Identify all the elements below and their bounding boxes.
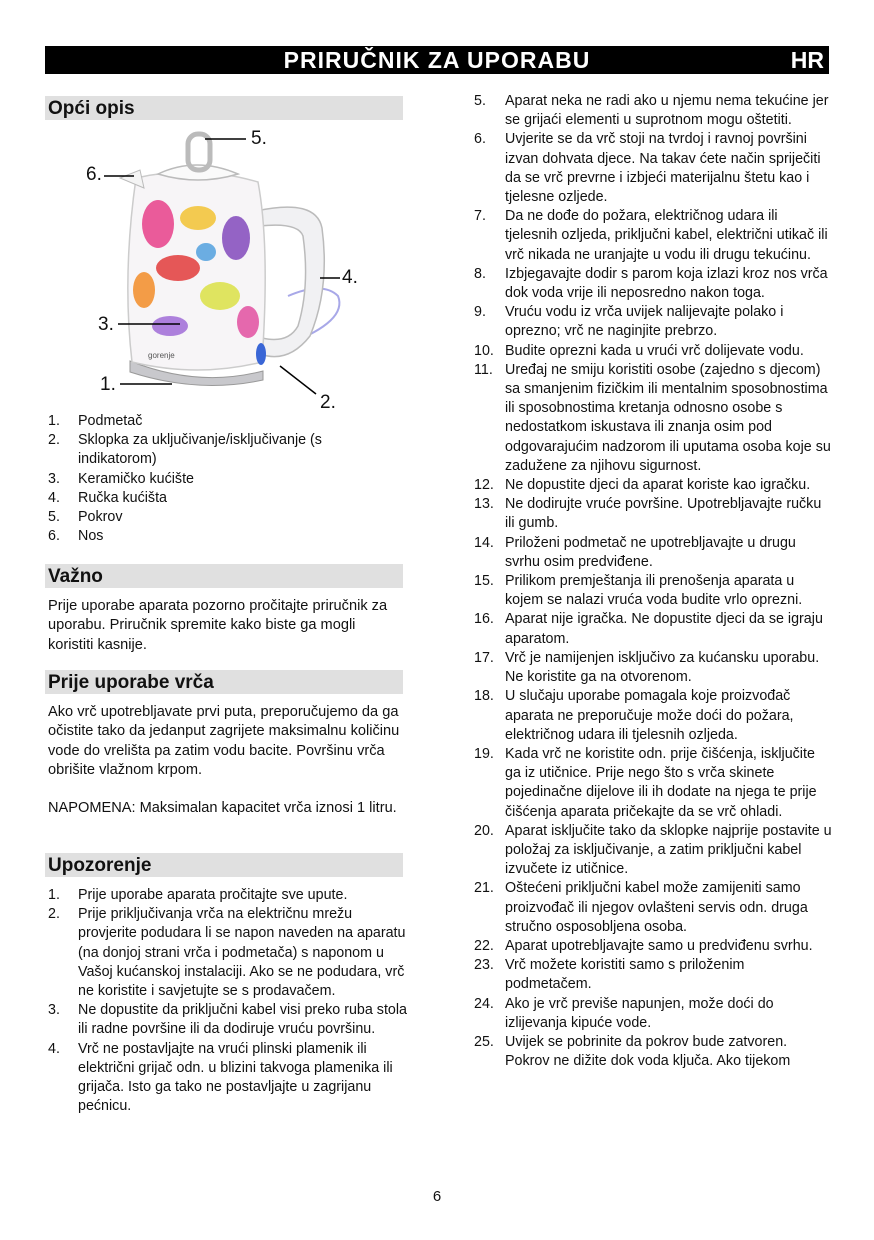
callout-label-1: 1. [100, 374, 116, 395]
list-item: 1. Podmetač [48, 413, 143, 429]
brand-text: gorenje [148, 351, 175, 360]
switch-shape [256, 343, 266, 365]
section-heading-opci-opis: Opći opis [45, 96, 403, 120]
list-item: 3. Ne dopustite da priključni kabel visi preko ruba stola ili radne površine ili da dodiruje vruću površinu. [48, 1002, 408, 1038]
list-item: 23. Vrč možete koristiti samo s priloženim podmetačem. [474, 957, 745, 993]
pattern-blob [200, 282, 240, 310]
napomena-text: NAPOMENA: Maksimalan kapacitet vrča iznosi 1 litru. [48, 800, 397, 816]
callout-label-5: 5. [251, 128, 267, 149]
spout-shape [120, 170, 144, 188]
language-code: HR [790, 47, 824, 73]
pattern-blob [196, 243, 216, 261]
list-item: 18. U slučaju uporabe pomagala koje proizvođač aparata ne preporučuje može doći do požara, električnog udara ili tjelesnih ozljeda. [474, 688, 794, 743]
list-item: 22. Aparat upotrebljavajte samo u predviđenu svrhu. [474, 937, 813, 954]
list-item: 8. Izbjegavajte dodir s parom koja izlazi kroz nos vrča dok voda vrije ili neposredno nakon toga. [474, 265, 828, 302]
list-item: 1. Prije uporabe aparata pročitajte sve upute. [48, 887, 348, 903]
pattern-blob [222, 216, 250, 260]
list-item: 12. Ne dopustite djeci da aparat koriste kao igračku. [474, 477, 811, 494]
handle-shape [256, 207, 324, 357]
warnings-list-left [48, 886, 408, 1116]
list-item: 6. Nos [48, 528, 104, 545]
section-heading-vazno: Važno [45, 564, 403, 588]
pattern-blob [156, 255, 200, 281]
section-heading-upozorenje: Upozorenje [45, 853, 403, 877]
prije-uporabe-text: Ako vrč upotrebljavate prvi puta, preporučujemo da ga očistite tako da jedanput zagrijete maksimalnu količinu vode do vrelišta pa zatim vodu bacite. Površinu vrča obrišite vlažnom krpom. [48, 704, 400, 778]
list-item: 19. Kada vrč ne koristite odn. prije čišćenja, isključite ga iz utičnice. Prije nego što s vrča skinete pojedinačne dijelove ili ih dodate na njega te prije čišćenja aparata pričekajte da se vrč ohladi. [474, 745, 817, 820]
list-item: 6. Uvjerite se da vrč stoji na tvrdoj i ravnoj površini izvan dohvata djece. Na takav ćete način spriječiti da se vrč prevrne i izbjeći materijalnu štetu kao i tjelesne ozljede. [474, 131, 821, 206]
list-item: 24. Ako je vrč previše napunjen, može doći do izlijevanja kipuće vode. [474, 995, 774, 1031]
list-item: 25. Uvijek se pobrinite da pokrov bude zatvoren. Pokrov ne dižite dok voda ključa. Ako tijekom [474, 1033, 791, 1070]
list-item: 7. Da ne dođe do požara, električnog udara ili tjelesnih ozljeda, priključni kabel, električni utikač ili vrč nikada ne uranjajte u vodu ili drugu tekućinu. [474, 208, 828, 263]
list-item: 20. Aparat isključite tako da sklopke najprije postavite u položaj za isključivanje, a zatim priključni kabel izvučete iz utičnice. [474, 822, 832, 878]
pattern-blob [180, 206, 216, 230]
list-item: 21. Oštećeni priključni kabel može zamijeniti samo proizvođač ili njegov ovlašteni servis odn. druga stručno osposobljena osoba. [474, 880, 808, 935]
header-bar [45, 46, 829, 74]
list-item: 4. Vrč ne postavljajte na vrući plinski plamenik ili električni grijač odn. u blizini takvoga plamenika ili grijača. Isto ga tako ne postavljajte u zagrijanu pećnicu. [48, 1040, 393, 1115]
callout-label-2: 2. [320, 392, 336, 413]
page-title: PRIRUČNIK ZA UPORABU [283, 47, 591, 73]
list-item: 16. Aparat nije igračka. Ne dopustite djeci da se igraju aparatom. [474, 611, 823, 647]
callout-label-6: 6. [86, 164, 102, 185]
list-item: 3. Keramičko kućište [48, 470, 195, 487]
callout-line-2 [280, 366, 316, 394]
list-item: 2. Prije priključivanja vrča na električnu mrežu provjerite podudara li se napon naveden na aparatu (na donjoj strani vrča i podmetača) s naponom u Vašoj kućanskoj instalaciji. Ako se ne podudara, vrč ne koristite i savjetujte se s prodavačem. [48, 906, 406, 1000]
list-item: 9. Vruću vodu iz vrča uvijek nalijevajte polako i oprezno; vrč ne naginjite prebrzo. [474, 304, 784, 340]
pattern-blob [142, 200, 174, 248]
list-item: 11. Uređaj ne smiju koristiti osobe (zajedno s djecom) sa smanjenim fizičkim ili mentalnim sposobnostima ili sposobnostima kretanja odnosno osobe s nedostatkom iskustava ili znanja osim pod odgovarajućim nadzorom ili uputama osoba koje su zadužene za njihovu sigurnost. [474, 361, 831, 474]
page-number: 6 [432, 1188, 442, 1205]
pattern-blob [152, 316, 188, 336]
list-item: 14. Priloženi podmetač ne upotrebljavajte u drugu svrhu osim predviđene. [474, 534, 796, 570]
list-item: 5. Aparat neka ne radi ako u njemu nema tekućine jer se grijaći elementi u suprotnom mogu oštetiti. [474, 93, 829, 129]
vazno-text: Prije uporabe aparata pozorno pročitajte priručnik za uporabu. Priručnik spremite kako biste ga mogli koristiti kasnije. [48, 598, 388, 653]
pattern-blob [237, 306, 259, 338]
list-item: 4. Ručka kućišta [48, 489, 167, 506]
list-item: 10. Budite oprezni kada u vrući vrč dolijevate vodu. [474, 342, 804, 359]
section-heading-prije-uporabe: Prije uporabe vrča [45, 670, 403, 694]
list-item: 17. Vrč je namijenjen isključivo za kućansku uporabu. Ne koristite ga na otvorenom. [474, 649, 820, 686]
warnings-list-right [474, 92, 834, 1071]
kettle-figure [48, 126, 400, 416]
list-item: 13. Ne dodirujte vruće površine. Upotrebljavajte ručku ili gumb. [474, 496, 822, 532]
list-item: 5. Pokrov [48, 509, 123, 526]
pattern-blob [133, 272, 155, 308]
list-item: 15. Prilikom premještanja ili prenošenja aparata u kojem se nalazi vruća voda budite vrlo oprezni. [474, 573, 803, 609]
callout-label-3: 3. [98, 314, 114, 335]
callout-label-4: 4. [342, 267, 358, 288]
parts-list [48, 412, 398, 546]
list-item: 2. Sklopka za uključivanje/isključivanje (s indikatorom) [48, 432, 322, 468]
